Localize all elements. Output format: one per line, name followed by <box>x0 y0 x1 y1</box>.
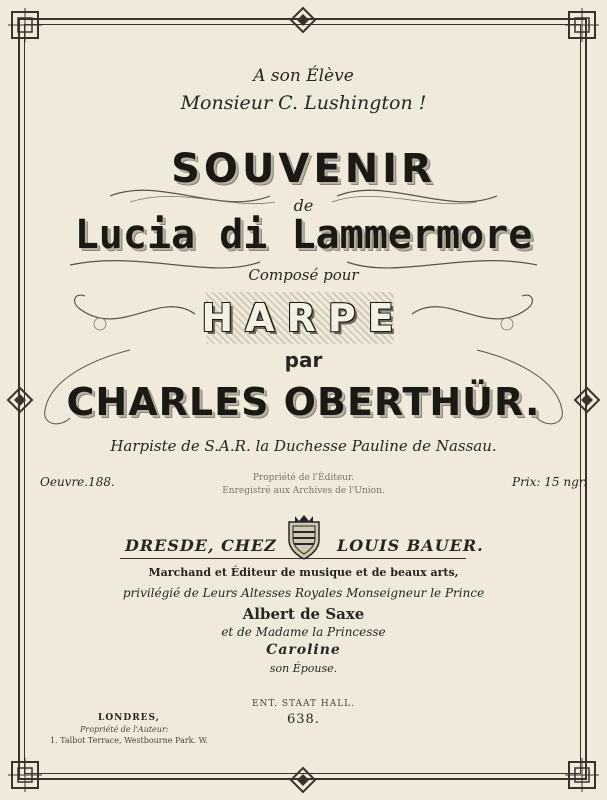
publisher-rule <box>120 558 466 559</box>
publisher-description: Marchand et Éditeur de musique et de beaux arts, <box>148 566 459 579</box>
registration-note: ENT. STAAT HALL. <box>251 699 356 709</box>
title-opera: Lucia di Lammermore <box>74 212 533 258</box>
corner-ornament-bottom-right <box>565 758 599 792</box>
title-instrument: HARPE <box>201 296 406 340</box>
ornament-bottom-center <box>289 766 317 794</box>
london-property: Propriété de l'Auteur: <box>80 725 169 734</box>
title-souvenir: SOUVENIR <box>171 146 436 192</box>
publisher-privilege: privilégié de Leurs Altesses Royales Monseigneur le Prince <box>122 586 485 600</box>
title-par: par <box>284 348 323 372</box>
title-de: de <box>293 196 314 215</box>
price: Prix: 15 ngr. <box>512 475 587 489</box>
dedication-line-2: Monsieur C. Lushington ! <box>180 92 427 114</box>
princess-name: Caroline <box>266 642 341 658</box>
property-note-line-1: Propriété de l'Éditeur. <box>252 473 355 483</box>
dedication-line-1: A son Élève <box>253 66 354 86</box>
property-note-line-2: Enregistré aux Archives de l'Union. <box>222 486 385 496</box>
coat-of-arms-icon <box>281 512 327 562</box>
publisher-city: DRESDE, CHEZ <box>125 536 277 555</box>
plate-number: 638. <box>287 712 320 727</box>
opus-number: Oeuvre.188. <box>40 475 115 489</box>
title-compose-pour: Composé pour <box>248 266 359 284</box>
corner-ornament-top-left <box>8 8 42 42</box>
composer-name: CHARLES OBERTHÜR. <box>66 380 541 424</box>
london-city: LONDRES, <box>98 713 160 723</box>
publisher-name: LOUIS BAUER. <box>337 536 484 555</box>
princess-line: et de Madame la Princesse <box>221 625 386 639</box>
ornament-top-center <box>289 6 317 34</box>
corner-ornament-bottom-left <box>8 758 42 792</box>
epouse-line: son Épouse. <box>269 662 338 675</box>
prince-name: Albert de Saxe <box>242 605 365 623</box>
composer-title: Harpiste de S.A.R. la Duchesse Pauline de Nassau. <box>110 437 497 455</box>
corner-ornament-top-right <box>565 8 599 42</box>
london-address: 1. Talbot Terrace, Westbourne Park. W. <box>50 736 208 745</box>
